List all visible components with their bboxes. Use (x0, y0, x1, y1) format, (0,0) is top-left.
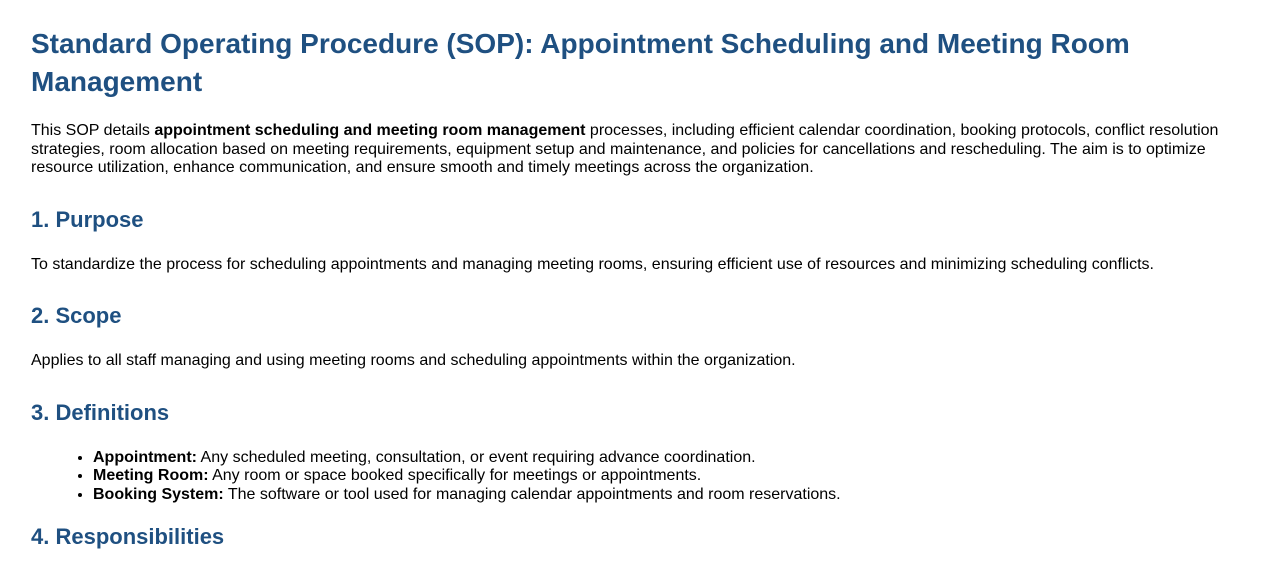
intro-text-bold: appointment scheduling and meeting room management (154, 122, 586, 139)
purpose-paragraph: To standardize the process for scheduling appointments and managing meeting rooms, ensuring efficient use of resources and minimizing scheduling conflicts. (31, 255, 1154, 273)
definitions-list (31, 449, 1232, 505)
section-heading-purpose: 1. Purpose (31, 206, 144, 232)
definition-term: Booking System: (93, 485, 224, 503)
definition-text: Any room or space booked specifically for meetings or appointments. (208, 467, 702, 484)
section-heading-scope: 2. Scope (31, 303, 122, 328)
definition-term: Meeting Room: (93, 467, 209, 484)
definition-term: Appointment: (93, 448, 197, 466)
section-heading-definitions: 3. Definitions (31, 399, 170, 425)
intro-text-suffix: processes, including efficient calendar coordination, booking protocols, conflict resolution strategies, room allocation based on meeting requirements, equipment setup and maintenance, and policies for cancellations and rescheduling. The aim is to optimize resource utilization, enhance communication, and ensure smooth and timely meetings across the organization. (31, 122, 1219, 176)
list-item-appointment (93, 449, 1232, 468)
list-item-booking-system (93, 486, 1232, 505)
scope-paragraph: Applies to all staff managing and using meeting rooms and scheduling appointments within the organization. (31, 352, 796, 369)
intro-text-prefix: This SOP details (31, 122, 155, 139)
section-heading-responsibilities: 4. Responsibilities (31, 524, 225, 549)
page-title: Standard Operating Procedure (SOP): Appointment Scheduling and Meeting Room Management (31, 28, 1130, 97)
sop-document-page (0, 25, 1263, 549)
definition-text: Any scheduled meeting, consultation, or event requiring advance coordination. (196, 448, 756, 466)
list-item-meeting-room (93, 467, 1232, 486)
intro-paragraph (31, 122, 1232, 178)
definition-text: The software or tool used for managing calendar appointments and room reservations. (223, 485, 841, 503)
